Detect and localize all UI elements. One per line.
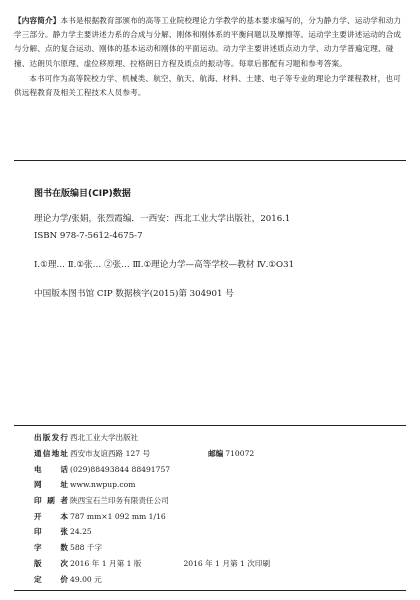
info-row-sheets bbox=[34, 524, 270, 540]
cip-catalog-entry: 理论力学/张娟，张烈霞编．一西安：西北工业大学出版社，2016.1 bbox=[34, 214, 291, 224]
divider-bottom bbox=[14, 590, 406, 591]
info-value: 西北工业大学出版社 bbox=[70, 433, 139, 443]
info-row-publisher bbox=[34, 430, 270, 446]
publisher-info bbox=[34, 430, 270, 587]
info-value: 588 千字 bbox=[70, 543, 103, 553]
summary-tag: 【内容简介】 bbox=[14, 16, 61, 25]
cip-record-number: 中国版本图书馆 CIP 数据核字(2015)第 304901 号 bbox=[34, 289, 234, 299]
postcode-label: 邮编 bbox=[208, 449, 224, 459]
info-label: 网址 bbox=[34, 480, 68, 490]
info-label: 开本 bbox=[34, 511, 68, 521]
info-label: 字数 bbox=[34, 543, 68, 553]
info-row-printer bbox=[34, 493, 270, 509]
info-value: 787 mm×1 092 mm 1/16 bbox=[70, 511, 166, 521]
divider-middle bbox=[14, 425, 406, 426]
summary-paragraph-2: 本书可作为高等院校力学、机械类、航空、航天、航海、材料、土建、电子等专业的理论力学课程教材，也可供远程教育及相关工程技术人员参考。 bbox=[14, 73, 401, 98]
info-label: 印张 bbox=[34, 527, 68, 537]
summary-text-1: 本书是根据教育部颁布的高等工业院校理论力学教学的基本要求编写的，分为静力学、运动学和动力学三部分。静力学主要讲述力系的合成与分解、刚体和刚体系的平衡问题以及摩擦等。运动学主要讲述运动的合成与分解、点的复合运动、刚体的基本运动和刚体的平面运动。动力学主要讲述质点动力学、动力学普遍定理、碰撞、达朗贝尔原理、虚位移原理、拉格朗日方程及质点的振动等。每章后都配有习题和参考答案。 bbox=[14, 16, 402, 68]
cip-subject-terms: Ⅰ.①理… Ⅱ.①张… ②张… Ⅲ.①理论力学—高等学校—教材 Ⅳ.①O31 bbox=[34, 260, 295, 270]
info-value: 24.25 bbox=[70, 527, 92, 537]
info-row-phone bbox=[34, 461, 270, 477]
divider-top bbox=[14, 160, 406, 161]
info-row-edition bbox=[34, 556, 270, 572]
info-label: 通信地址 bbox=[34, 449, 68, 459]
info-label: 定价 bbox=[34, 574, 68, 584]
info-value: (029)88493844 88491757 bbox=[70, 464, 171, 474]
postcode-value: 710072 bbox=[225, 449, 255, 459]
info-row-wordcount bbox=[34, 540, 270, 556]
info-row-address bbox=[34, 446, 270, 462]
info-value: 陕西宝石兰印务有限责任公司 bbox=[70, 496, 169, 506]
info-label: 版次 bbox=[34, 558, 68, 568]
info-label: 电话 bbox=[34, 464, 68, 474]
info-label: 印刷者 bbox=[34, 496, 68, 506]
info-label: 出版发行 bbox=[34, 433, 68, 443]
info-row-format bbox=[34, 508, 270, 524]
cip-isbn: ISBN 978-7-5612-4675-7 bbox=[34, 231, 143, 241]
info-row-website bbox=[34, 477, 270, 493]
print-run-value: 2016 年 1 月第 1 次印刷 bbox=[183, 558, 271, 568]
info-value: 2016 年 1 月第 1 版 bbox=[70, 558, 142, 568]
summary-paragraph-1 bbox=[14, 14, 406, 71]
info-row-price bbox=[34, 571, 270, 587]
book-summary bbox=[14, 14, 406, 100]
info-value: www.nwpup.com bbox=[70, 480, 136, 490]
cip-title: 图书在版编目(CIP)数据 bbox=[34, 189, 131, 199]
info-value: 西安市友谊西路 127 号 bbox=[70, 449, 151, 459]
info-value: 49.00 元 bbox=[70, 574, 102, 584]
